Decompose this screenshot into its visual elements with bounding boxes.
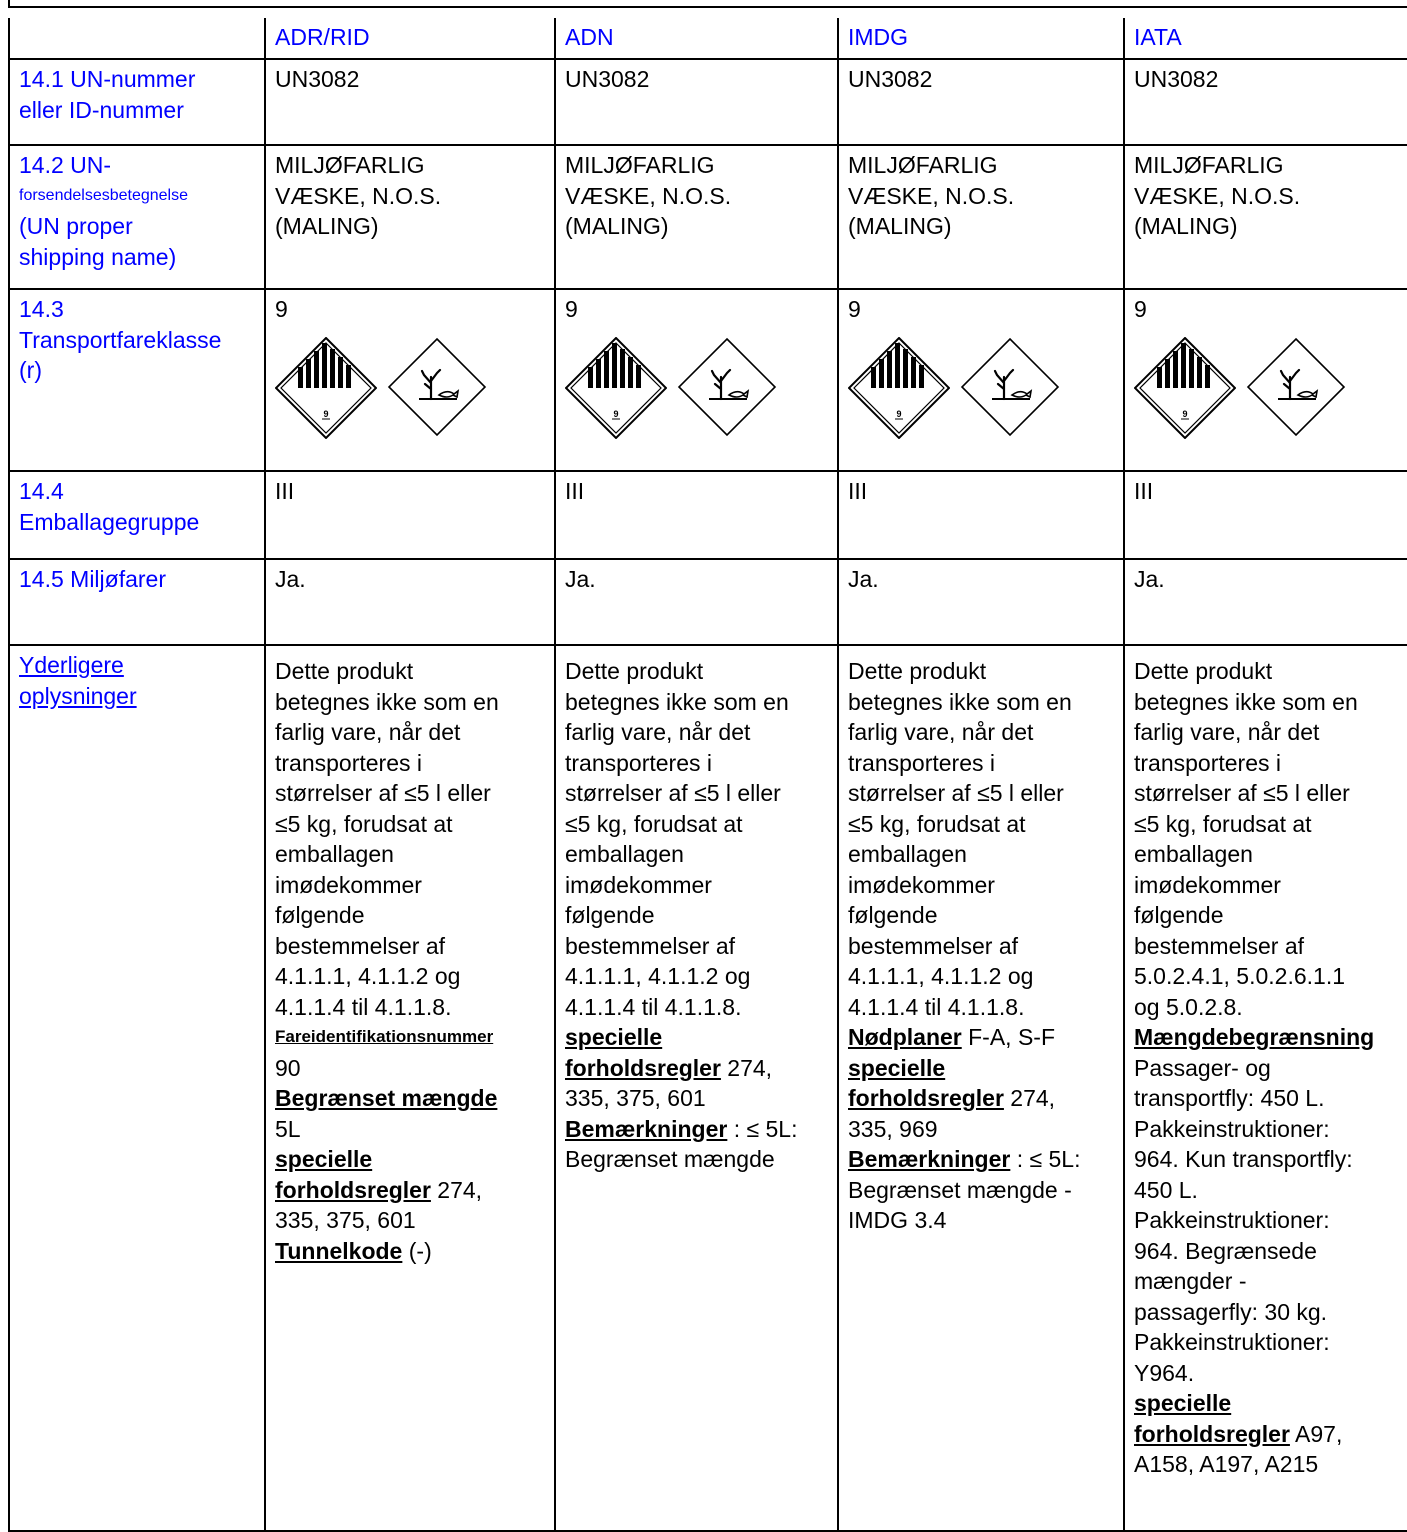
iata-info-line: mængder - [1134,1268,1247,1294]
row-label-hazard-class: 14.3 Transportfareklasse (r) [9,289,265,471]
quantity-limit-label: Mængdebegrænsning [1134,1024,1375,1050]
col-header-adn: ADN [555,18,838,59]
tunnel-code-value: (-) [402,1237,432,1264]
iata-info-line: 450 L. [1134,1176,1198,1203]
top-rule [8,0,1407,8]
info-line: bestemmelser af [1134,932,1305,959]
packing-group-adn: III [555,471,838,559]
special-provisions-label: specielle [1134,1390,1232,1416]
class-9-hazard-icon [1134,337,1236,439]
environment-hazard-icon [960,337,1060,437]
un-number-adr: UN3082 [265,59,555,145]
info-line: farlig vare, når det [275,719,461,745]
header-row [9,18,1407,59]
tunnel-code-label: Tunnelkode [275,1237,403,1264]
row-environmental [9,559,1407,645]
info-line: farlig vare, når det [565,719,751,745]
limited-qty-label: Begrænset mængde [275,1085,498,1111]
info-line: betegnes ikke som en [275,688,499,715]
un-number-adn: UN3082 [555,59,838,145]
packing-group-imdg: III [838,471,1124,559]
iata-info-line: Passager- og [1134,1054,1271,1081]
row-label-packing-group: 14.4 Emballagegruppe [9,471,265,559]
environmental-adr: Ja. [265,559,555,645]
remarks-label: Bemærkninger [565,1115,728,1142]
info-line: størrelser af ≤5 l eller [1134,780,1350,806]
info-line: emballagen [275,841,394,867]
col-header-imdg: IMDG [838,18,1124,59]
row-shipping-name [9,145,1407,289]
environmental-imdg: Ja. [838,559,1124,645]
class-9-mark: 9 [896,408,902,419]
info-line: Dette produkt [1134,658,1273,684]
class-9-mark: 9 [323,408,329,419]
un-number-imdg: UN3082 [838,59,1124,145]
iata-info-line: Pakkeinstruktioner: [1134,1329,1330,1355]
hazard-class-value: 9 [1134,296,1147,322]
iata-info-line: Pakkeinstruktioner: [1134,1115,1330,1142]
packing-group-adr: III [265,471,555,559]
environmental-iata: Ja. [1124,559,1407,645]
shipping-name-adr: MILJØFARLIG VÆSKE, N.O.S. (MALING) [265,145,555,289]
info-line: følgende [275,902,365,928]
special-provisions-label: specielle [565,1024,663,1050]
iata-info-line: Pakkeinstruktioner: [1134,1207,1330,1233]
fare-id-value: 90 [275,1054,301,1081]
info-line: betegnes ikke som en [848,688,1072,715]
info-line: imødekommer [275,871,422,898]
shipping-name-imdg: MILJØFARLIG VÆSKE, N.O.S. (MALING) [838,145,1124,289]
info-line: farlig vare, når det [1134,719,1320,745]
info-line: ≤5 kg, forudsat at [1134,810,1312,837]
info-line: emballagen [565,841,684,867]
info-line: farlig vare, når det [848,719,1034,745]
special-provisions-label: specielle [848,1054,946,1081]
shipping-name-iata: MILJØFARLIG VÆSKE, N.O.S. (MALING) [1124,145,1407,289]
remarks-label: Bemærkninger [848,1146,1011,1172]
class-9-hazard-icon [275,337,377,439]
col-header-adr-rid: ADR/RID [265,18,555,59]
info-line: bestemmelser af [275,932,446,959]
col-header-iata: IATA [1124,18,1407,59]
info-line: imødekommer [1134,871,1281,898]
info-line: imødekommer [848,871,995,898]
environment-hazard-icon [1246,337,1346,437]
info-line: ≤5 kg, forudsat at [565,810,743,837]
environmental-adn: Ja. [555,559,838,645]
row-additional-info [9,645,1407,1531]
additional-info-iata: Dette produkt betegnes ikke som en farlig vare, når det transporteres i størrelser af ≤5 l eller ≤5 kg, forudsat at emballagen imødekommer følgende bestemmelser af 5.0.2.4.1, 5.0.2.6.1.1 og 5.0.2.8. Mængdebegrænsning Passager- og transportfly: 450 L. Pakkeinstruktioner: 964. Kun transportfly: 450 L. Pakkeinstruktioner: 964. Begrænsede mængder - passagerfly: 30 kg. Pakkeinstruktioner: Y964. specielle forholdsregler A97, A158, A197, A215 [1124,645,1407,1531]
info-line: transporteres i [1134,749,1282,776]
emergency-plans-label: Nødplaner [848,1024,962,1050]
limited-qty-value: 5L [275,1115,301,1142]
info-line: transporteres i [565,749,713,776]
info-line: følgende [848,902,938,928]
info-line: ≤5 kg, forudsat at [848,810,1026,837]
info-line: bestemmelser af [565,932,736,959]
row-label-un-number: 14.1 UN-nummer eller ID-nummer [9,59,265,145]
info-line: Dette produkt [848,658,987,684]
info-line: følgende [565,902,655,928]
iata-info-line: 964. Begrænsede [1134,1237,1317,1264]
info-line: Dette produkt [565,658,704,684]
hazard-class-value: 9 [565,296,578,322]
info-line: ≤5 kg, forudsat at [275,810,453,837]
row-hazard-class [9,289,1407,471]
info-line: emballagen [848,841,967,867]
info-line: størrelser af ≤5 l eller [275,780,491,806]
row-label-additional-info [9,645,265,1531]
hazard-class-adr [265,289,555,471]
environment-hazard-icon [387,337,487,437]
info-line: transporteres i [848,749,996,776]
row-label-shipping-name: 14.2 UN- forsendelsesbetegnelse (UN proper shipping name) [9,145,265,289]
class-9-hazard-icon [848,337,950,439]
info-line: bestemmelser af [848,932,1019,959]
iata-info-line: 964. Kun transportfly: [1134,1146,1353,1172]
hazard-class-iata [1124,289,1407,471]
row-packing-group [9,471,1407,559]
additional-info-link[interactable]: Yderligere oplysninger [19,652,137,709]
packing-group-iata: III [1124,471,1407,559]
hazard-class-adn [555,289,838,471]
special-provisions-label: specielle [275,1146,373,1172]
info-line: størrelser af ≤5 l eller [848,780,1064,806]
info-line: følgende [1134,902,1224,928]
corner-cell [9,18,265,59]
hazard-class-imdg [838,289,1124,471]
hazard-class-value: 9 [848,296,861,322]
additional-info-imdg: Dette produkt betegnes ikke som en farlig vare, når det transporteres i størrelser af ≤5 l eller ≤5 kg, forudsat at emballagen imødekommer følgende bestemmelser af 4.1.1.1, 4.1.1.2 og 4.1.1.4 til 4.1.1.8. Nødplaner F-A, S-F specielle forholdsregler 274, 335, 969 Bemærkninger : ≤ 5L: Begrænset mængde - IMDG 3.4 [838,645,1124,1531]
info-line: transporteres i [275,749,423,776]
environment-hazard-icon [677,337,777,437]
shipping-name-adn: MILJØFARLIG VÆSKE, N.O.S. (MALING) [555,145,838,289]
un-number-iata: UN3082 [1124,59,1407,145]
transport-table [8,18,1407,1532]
class-9-mark: 9 [1182,408,1188,419]
iata-info-line: Y964. [1134,1359,1195,1386]
class-9-mark: 9 [613,408,619,419]
iata-info-line: passagerfly: 30 kg. [1134,1298,1328,1325]
info-line: imødekommer [565,871,712,898]
info-line: størrelser af ≤5 l eller [565,780,781,806]
row-label-environmental: 14.5 Miljøfarer [9,559,265,645]
additional-info-adn: Dette produkt betegnes ikke som en farlig vare, når det transporteres i størrelser af ≤5 l eller ≤5 kg, forudsat at emballagen imødekommer følgende bestemmelser af 4.1.1.1, 4.1.1.2 og 4.1.1.4 til 4.1.1.8. specielle forholdsregler 274, 335, 375, 601 Bemærkninger : ≤ 5L: Begrænset mængde [555,645,838,1531]
row-un-number [9,59,1407,145]
fare-id-label: Fareidentifikationsnummer [275,1027,494,1046]
info-line: emballagen [1134,841,1253,867]
class-9-hazard-icon [565,337,667,439]
hazard-class-value: 9 [275,296,288,322]
info-line: betegnes ikke som en [1134,688,1358,715]
info-line: Dette produkt [275,658,414,684]
info-line: betegnes ikke som en [565,688,789,715]
iata-info-line: transportfly: 450 L. [1134,1085,1325,1111]
additional-info-adr: Dette produkt betegnes ikke som en farlig vare, når det transporteres i størrelser af ≤5 l eller ≤5 kg, forudsat at emballagen imødekommer følgende bestemmelser af 4.1.1.1, 4.1.1.2 og 4.1.1.4 til 4.1.1.8. Fareidentifikationsnummer 90 Begrænset mængde 5L specielle forholdsregler 274, 335, 375, 601 Tunnelkode (-) [265,645,555,1531]
